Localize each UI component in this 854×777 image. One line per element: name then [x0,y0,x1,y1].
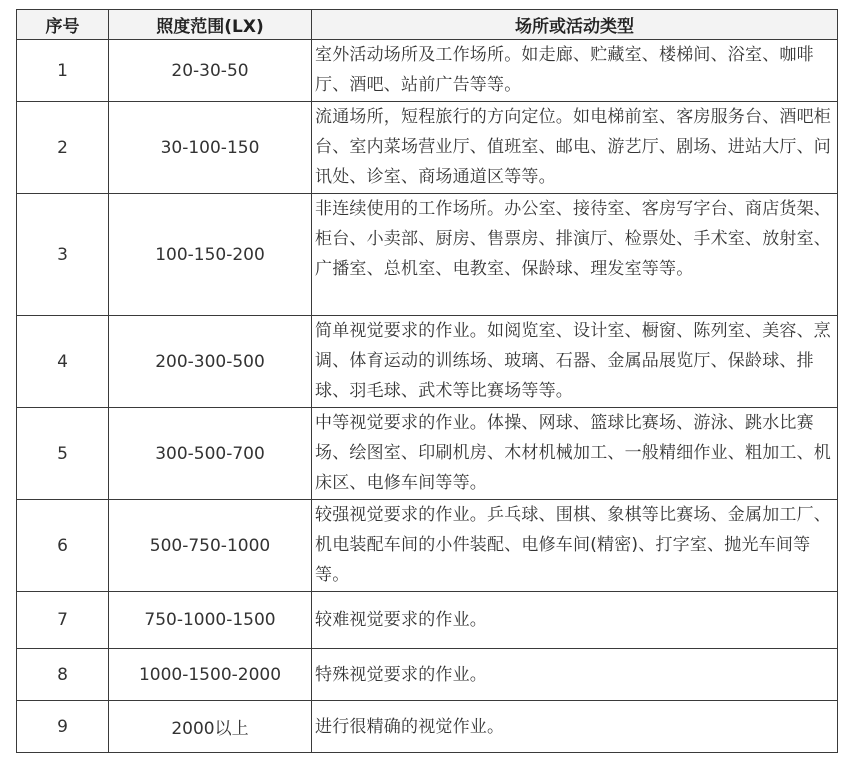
cell-serial-number: 3 [17,194,109,316]
cell-description: 较强视觉要求的作业。乒乓球、围棋、象棋等比赛场、金属加工厂、机电装配车间的小件装配、电修车间(精密)、打字室、抛光车间等等。 [312,500,838,592]
table-header-row [17,10,838,40]
cell-serial-number: 8 [17,649,109,701]
cell-lux-range: 1000-1500-2000 [109,649,312,701]
cell-serial-number: 1 [17,40,109,102]
cell-serial-number: 6 [17,500,109,592]
cell-serial-number: 9 [17,701,109,753]
cell-lux-range: 750-1000-1500 [109,592,312,649]
cell-lux-range: 2000以上 [109,701,312,753]
cell-lux-range: 30-100-150 [109,102,312,194]
header-lux-range: 照度范围(LX) [109,10,312,40]
table-row [17,316,838,408]
cell-lux-range: 100-150-200 [109,194,312,316]
cell-description: 室外活动场所及工作场所。如走廊、贮藏室、楼梯间、浴室、咖啡厅、酒吧、站前广告等等。 [312,40,838,102]
table-row [17,500,838,592]
cell-lux-range: 500-750-1000 [109,500,312,592]
table-row [17,701,838,753]
cell-serial-number: 7 [17,592,109,649]
cell-description: 特殊视觉要求的作业。 [312,649,838,701]
table-row [17,102,838,194]
cell-serial-number: 2 [17,102,109,194]
cell-description: 简单视觉要求的作业。如阅览室、设计室、橱窗、陈列室、美容、烹调、体育运动的训练场、玻璃、石器、金属品展览厅、保龄球、排球、羽毛球、武术等比赛场等等。 [312,316,838,408]
cell-description: 流通场所，短程旅行的方向定位。如电梯前室、客房服务台、酒吧柜台、室内菜场营业厅、值班室、邮电、游艺厅、剧场、进站大厅、问讯处、诊室、商场通道区等等。 [312,102,838,194]
table-row [17,592,838,649]
cell-lux-range: 300-500-700 [109,408,312,500]
illuminance-table-container [16,9,838,753]
cell-lux-range: 200-300-500 [109,316,312,408]
table-row [17,194,838,316]
cell-description: 中等视觉要求的作业。体操、网球、篮球比赛场、游泳、跳水比赛场、绘图室、印刷机房、木材机械加工、一般精细作业、粗加工、机床区、电修车间等等。 [312,408,838,500]
cell-serial-number: 4 [17,316,109,408]
table-row [17,649,838,701]
header-venue-activity-type: 场所或活动类型 [312,10,838,40]
cell-description: 进行很精确的视觉作业。 [312,701,838,753]
cell-lux-range: 20-30-50 [109,40,312,102]
header-serial-number: 序号 [17,10,109,40]
cell-description: 非连续使用的工作场所。办公室、接待室、客房写字台、商店货架、柜台、小卖部、厨房、售票房、排演厅、检票处、手术室、放射室、广播室、总机室、电教室、保龄球、理发室等等。 [312,194,838,316]
table-row [17,408,838,500]
illuminance-table [16,9,838,753]
table-row [17,40,838,102]
cell-serial-number: 5 [17,408,109,500]
cell-description: 较难视觉要求的作业。 [312,592,838,649]
